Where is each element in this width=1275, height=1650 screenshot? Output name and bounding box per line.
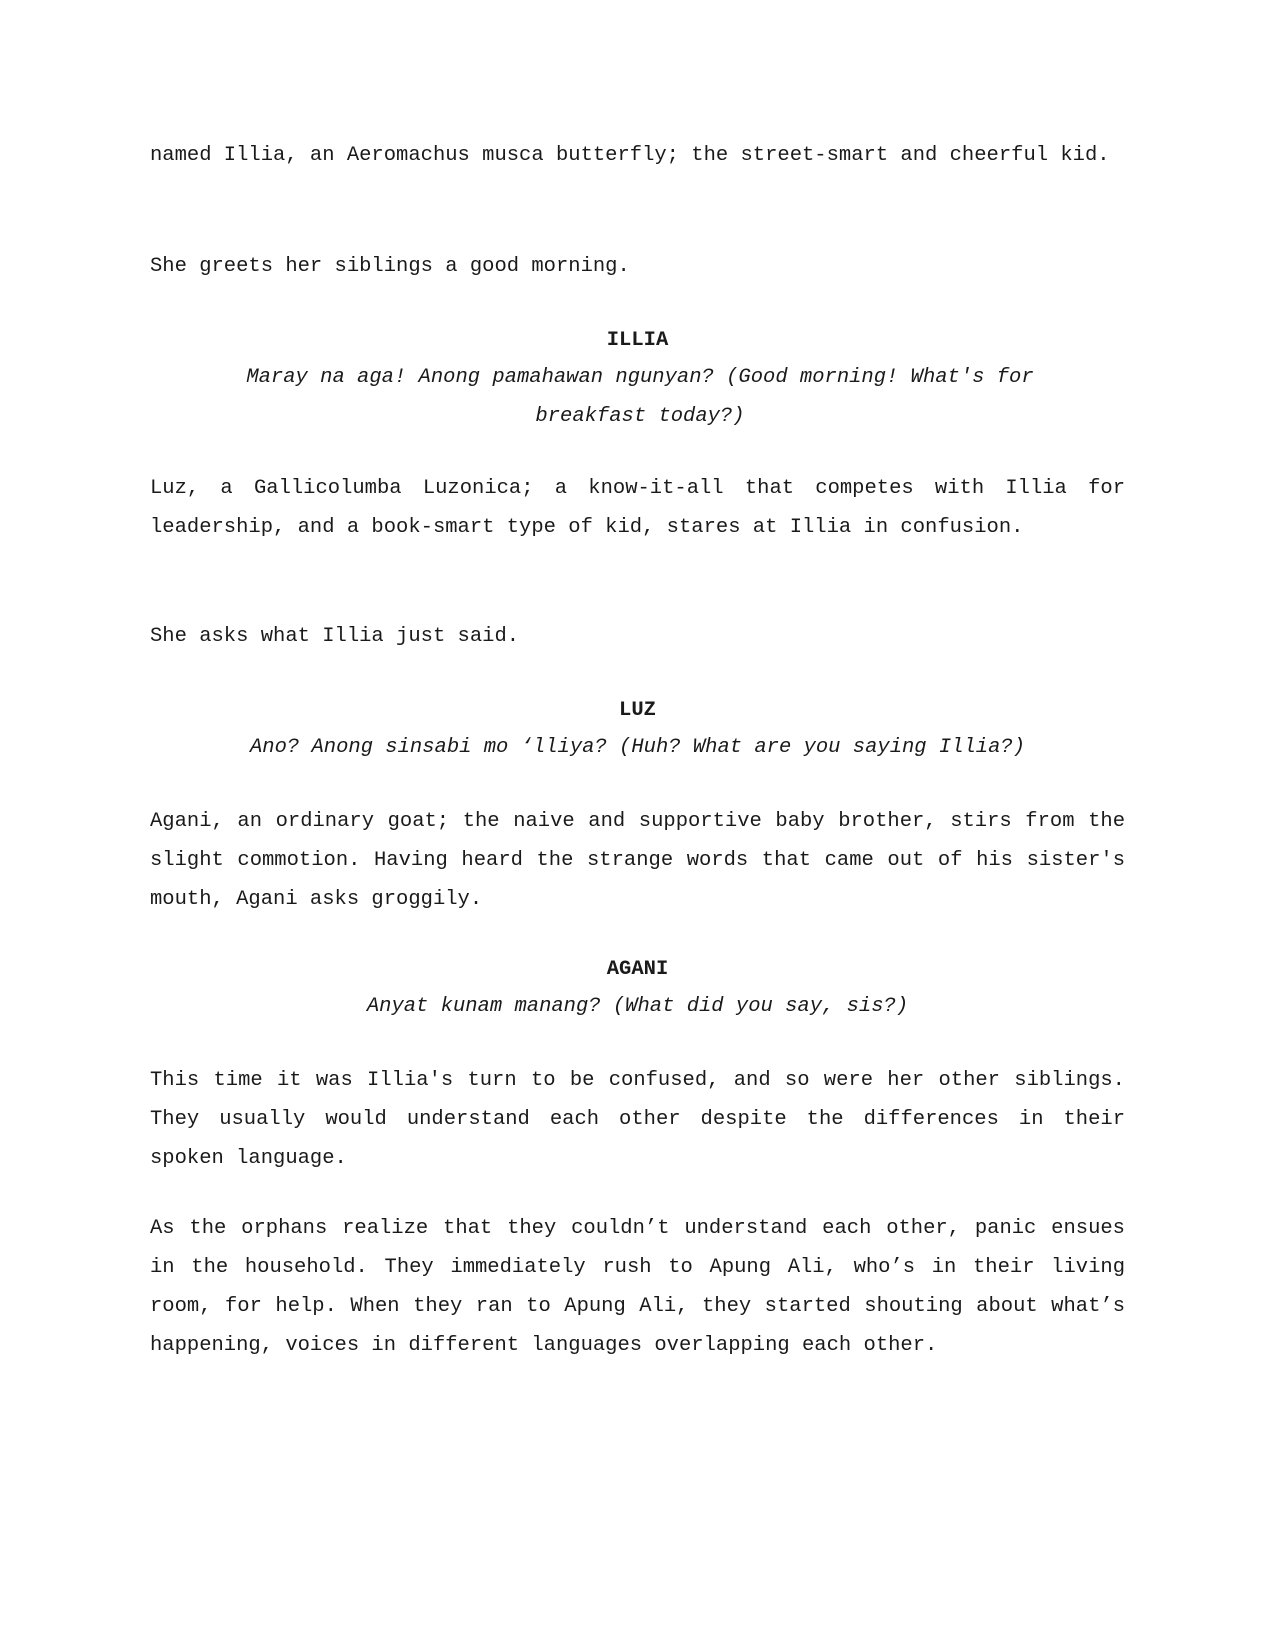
- action-paragraph: She greets her siblings a good morning.: [150, 255, 630, 278]
- action-paragraph: As the orphans realize that they couldn’t understand each other, panic ensues in the household. They immediately rush to Apung Ali, who’s in their living room, for help. When they ran to Apung Ali, they started shouting about what’s happening, voices in different languages overlapping each other.: [150, 1217, 1125, 1357]
- character-name-illia: ILLIA: [606, 329, 669, 352]
- action-paragraph: Agani, an ordinary goat; the naive and supportive baby brother, stirs from the slight commotion. Having heard the strange words that came out of his sister's mouth, Agani asks groggily.: [150, 810, 1125, 911]
- dialogue-luz: Ano? Anong sinsabi mo ‘lliya? (Huh? What are you saying Illia?): [249, 736, 1026, 759]
- action-paragraph: named Illia, an Aeromachus musca butterfly; the street-smart and cheerful kid.: [150, 144, 1110, 167]
- action-paragraph: She asks what Illia just said.: [150, 625, 520, 648]
- character-name-luz: LUZ: [619, 699, 656, 722]
- dialogue-agani: Anyat kunam manang? (What did you say, sis?): [366, 995, 909, 1018]
- action-paragraph: This time it was Illia's turn to be confused, and so were her other siblings. They usually would understand each other despite the differences in their spoken language.: [150, 1069, 1125, 1170]
- character-name-agani: AGANI: [606, 958, 669, 981]
- action-paragraph: Luz, a Gallicolumba Luzonica; a know-it-all that competes with Illia for leadership, and a book-smart type of kid, stares at Illia in confusion.: [150, 477, 1125, 539]
- dialogue-illia: Maray na aga! Anong pamahawan ngunyan? (Good morning! What's for breakfast today?): [246, 366, 1034, 428]
